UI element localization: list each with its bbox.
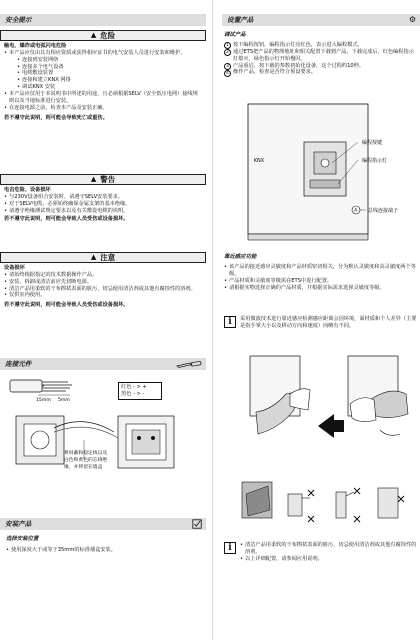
step-number: 4 — [224, 70, 231, 77]
section-title: 安全提示 — [5, 15, 32, 24]
wire-color-box — [118, 382, 162, 400]
step-text: 通过ETS把产品的物理地址和相关配置下载到产品，下载完成后，红色编程指示灯熄灭，绿色指示灯开始慢闪。 — [233, 48, 414, 62]
install-subtitle: 选择安装位置 — [6, 536, 39, 542]
danger-headline: 触电、爆炸或电弧闪电危险 — [4, 43, 67, 49]
list-item: • 连接多个电气设备 — [9, 64, 202, 71]
list-item: • 调试KNX 安装 — [9, 84, 202, 91]
wiring-note-1: 将屏蔽和稳定线以及 — [64, 451, 108, 456]
danger-box — [0, 30, 206, 123]
section-setup-header — [222, 14, 420, 26]
step-text: 产品重启，按下载的参数初始化设备，这个过程约10秒。 — [233, 62, 365, 69]
warning-label: 警告 — [100, 174, 116, 184]
dim-15mm: 15mm — [36, 398, 51, 403]
caution-header — [0, 252, 206, 263]
wire-red-label: 红色 - > + — [121, 384, 147, 390]
right-column — [222, 0, 420, 640]
step-text: 按下编程按钮，编程指示灯亮红色，表示进入编程模式。 — [233, 42, 363, 48]
dim-5mm: 5mm — [58, 398, 70, 403]
left-column — [0, 0, 206, 640]
cleaning-list — [240, 542, 418, 563]
caution-body — [0, 263, 206, 311]
screwdriver-icon — [176, 360, 202, 369]
list-item: • 对于SELV电缆，必须始终确保金属支架的基本绝缘。 — [4, 201, 202, 208]
step-number: 2 — [224, 49, 231, 56]
hand-approach-illustration — [230, 350, 416, 450]
list-item: • 请始终根据指定的技术数据操作产品。 — [4, 272, 202, 279]
list-item — [224, 69, 418, 76]
caution-label: 注意 — [100, 252, 116, 262]
step-number: 3 — [224, 63, 231, 70]
list-item — [224, 42, 418, 49]
step-number: 1 — [224, 42, 231, 49]
setup-subtitle: 调试产品 — [224, 32, 246, 38]
hand-icon — [350, 398, 376, 422]
list-item: • 在连接电源之前，检查本产品及安装正确。 — [4, 105, 202, 112]
list-item: • 请根据实物选择正确的产品材质，并根据实际需求选择灵敏度等级。 — [224, 285, 418, 292]
list-item: • 清洁产品用柔软的干布擦拭表面的脏污，切忌使用清洁剂或其他有腐蚀性的溶剂。 — [4, 286, 202, 293]
list-item — [4, 50, 202, 91]
warning-body — [0, 185, 206, 225]
list-item: • 仅供室内使用。 — [4, 292, 202, 299]
proximity-subtitle: 靠近感应功能 — [224, 254, 257, 260]
bus-mark: KNX — [254, 159, 265, 164]
wiring-note-2: 白色和黄色的芯线绝 — [64, 458, 108, 463]
list-item: • 请遵守绝缘测试规定要求以及有关敷设电缆的说明。 — [4, 208, 202, 215]
cleaning-illustration — [238, 476, 414, 532]
step-text: 操作产品，检查是否符合预设要求。 — [233, 69, 317, 76]
warning-headline: 电击危险、设备损坏 — [4, 187, 51, 193]
caution-consequence: 若不遵守此说明，则可能会导致人员受伤或设备损坏。 — [4, 302, 129, 309]
info-icon: i — [224, 316, 236, 328]
warning-box — [0, 174, 206, 225]
list-item: • 与230V设备组合安装时，请遵守SELV安装要求。 — [4, 194, 202, 201]
warning-header — [0, 174, 206, 185]
setup-steps — [224, 42, 418, 76]
cross-icon — [308, 516, 314, 522]
cross-icon — [398, 496, 404, 502]
section-title: 连接元件 — [5, 359, 32, 368]
list-item: • 产品材质和灵敏度等级需在ETS中进行配置。 — [224, 278, 418, 285]
section-title: 设置产品 — [227, 15, 254, 24]
caution-headline: 设备损坏 — [4, 265, 25, 271]
list-item: • 该产品的接近感应灵敏度和产品材质密切相关，分为默认灵敏度和高灵敏度两个等级。 — [224, 264, 418, 278]
danger-body — [0, 41, 206, 123]
danger-intro: 本产品应仅由具有相应资质或获得相应证书的电气安装人员进行安装和维护， — [9, 49, 186, 56]
danger-consequence: 若不遵守此说明，则可能会导致死亡或重伤。 — [4, 114, 108, 121]
cable-strip-diagram — [8, 376, 108, 406]
list-item: • 本产品应仅用于本说明书中所述的用途，且必须根据SELV（安全低压电网）接线规则以及当地标准进行安装。 — [4, 91, 202, 105]
danger-header — [0, 30, 206, 41]
cross-icon — [354, 488, 360, 494]
list-item: • 连接到安装网络 — [9, 57, 202, 64]
hand-icon — [290, 389, 310, 410]
install-list — [6, 547, 202, 554]
callout-num-a: A — [354, 207, 358, 213]
list-item — [224, 49, 418, 63]
section-safety-header — [0, 14, 206, 26]
warning-consequence: 若不遵守此说明，则可能会导致人员受伤或设备损坏。 — [4, 216, 129, 223]
wiring-note-3: 缘，并将留在墙盒 — [64, 465, 103, 470]
callout-bus-terminal: 总线连接端子 — [368, 208, 399, 214]
list-item: • 安装、拆卸或清洁前应先切断电源。 — [4, 279, 202, 286]
callout-program-led: 编程指示灯 — [362, 158, 388, 164]
cleaning-note — [224, 542, 418, 563]
proximity-note — [224, 316, 418, 330]
gear-icon: ⚙ — [408, 15, 416, 24]
proximity-list — [224, 264, 418, 291]
section-connect-header — [0, 358, 206, 370]
wall-box-diagram — [14, 410, 194, 478]
warning-triangle-icon: ▲ — [90, 174, 97, 183]
warning-triangle-icon: ▲ — [90, 30, 97, 39]
cross-icon — [354, 516, 360, 522]
wire-black-label: 黑色 - > - — [121, 390, 145, 397]
callout-program-button: 编程按键 — [362, 140, 383, 146]
checkbox-icon — [192, 519, 202, 529]
info-icon: i — [224, 542, 236, 554]
list-item: • 电缆敷设装置 — [9, 70, 202, 77]
list-item: • 以上详细配置，请参阅应用说明。 — [240, 556, 418, 563]
column-divider — [212, 0, 213, 640]
list-item: • 连接和建立KNX 网络 — [9, 77, 202, 84]
warning-triangle-icon: ▲ — [90, 252, 97, 261]
list-item: • 使用深度大于或等于35mm的标准墙盒安装。 — [6, 547, 202, 554]
section-install-header — [0, 518, 206, 530]
arrow-icon — [318, 414, 344, 438]
cross-icon — [308, 490, 314, 496]
section-title: 安装产品 — [5, 519, 32, 528]
proximity-note-text: 采用微波技术进行靠近感应检测感应距离会因环境，面材质和个人差异（主要是指手掌大小以及移动方向和速度）而略有不同。 — [240, 316, 417, 329]
list-item: • 清洁产品用柔软的干布擦拭表面的脏污，切忌使用清洁剂或其他有腐蚀性的溶剂。 — [240, 542, 418, 556]
danger-label: 危险 — [100, 30, 116, 40]
device-back-diagram — [246, 100, 416, 248]
caution-box — [0, 252, 206, 311]
